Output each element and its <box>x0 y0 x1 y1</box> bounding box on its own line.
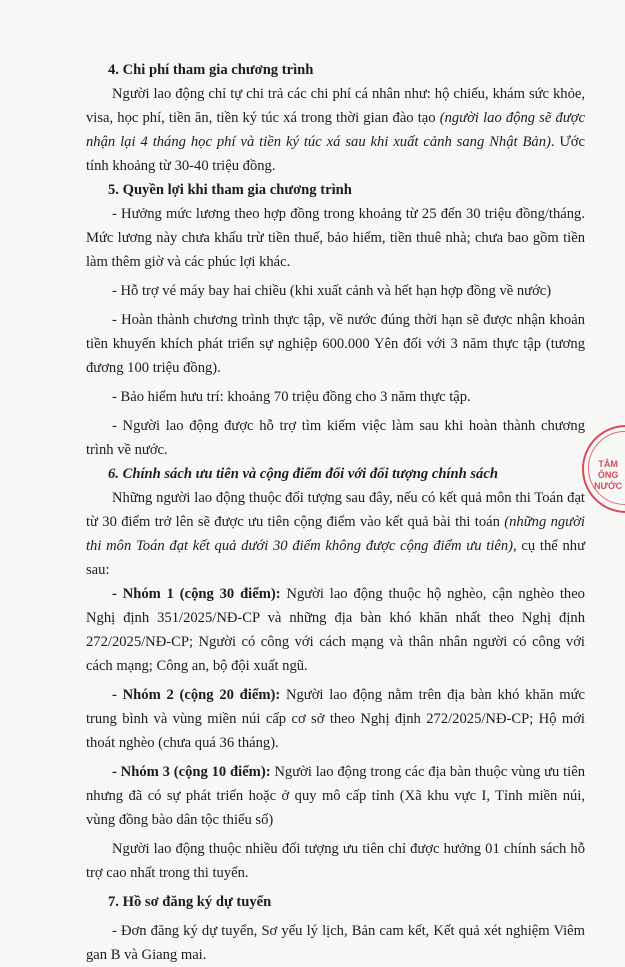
group-2-text: Người lao động nằm trên địa bàn khó khăn mức trung bình và vùng miền núi cấp cơ sở theo Nghị định 272/2025/NĐ-CP; Hộ mới thoát nghèo (chưa quá 36 tháng). <box>86 687 585 751</box>
section-5-item-3: - Hoàn thành chương trình thực tập, về nước đúng thời hạn sẽ được nhận khoản tiền khuyến khích phát triển sự nghiệp 600.000 Yên đối với 3 năm thực tập (tương đương 100 triệu đồng). <box>86 312 585 376</box>
section-6-group-1 <box>86 582 585 678</box>
section-5-item-4: - Bảo hiểm hưu trí: khoảng 70 triệu đồng cho 3 năm thực tập. <box>112 389 471 405</box>
section-5-item-2: - Hỗ trợ vé máy bay hai chiều (khi xuất cảnh và hết hạn hợp đồng về nước) <box>112 283 552 299</box>
section-4-body <box>86 82 585 178</box>
group-2-label: - Nhóm 2 (cộng 20 điểm): <box>112 687 281 703</box>
section-6-intro <box>86 486 585 582</box>
seal-text-line-3: NƯỚC <box>594 481 623 491</box>
section-6-intro-italic: (những người thi môn Toán đạt kết quả dưới 30 điểm không được cộng điểm ưu tiên) <box>86 514 585 554</box>
seal-text-line-2: ỐNG <box>597 470 619 480</box>
section-6-group-3 <box>86 760 585 832</box>
section-4-body-tail: . Ước tính khoảng từ 30-40 triệu đồng. <box>86 134 585 174</box>
group-1-label: - Nhóm 1 (cộng 30 điểm): <box>112 586 281 602</box>
section-7-title: 7. Hồ sơ đăng ký dự tuyển <box>108 894 272 910</box>
section-4-title: 4. Chi phí tham gia chương trình <box>108 62 314 78</box>
section-6-title: 6. Chính sách ưu tiên và cộng điểm đối với đối tượng chính sách <box>108 466 498 482</box>
section-5-item-5: - Người lao động được hỗ trợ tìm kiếm việc làm sau khi hoàn thành chương trình về nước. <box>86 418 585 458</box>
section-6-closing: Người lao động thuộc nhiều đối tượng ưu tiên chỉ được hưởng 01 chính sách hỗ trợ cao nhất trong thi tuyển. <box>86 841 585 881</box>
section-7-item-1: - Đơn đăng ký dự tuyển, Sơ yếu lý lịch, Bản cam kết, Kết quả xét nghiệm Viêm gan B và Giang mai. <box>86 923 585 963</box>
section-4-body-text: Người lao động chỉ tự chi trả các chi phí cá nhân như: hộ chiếu, khám sức khỏe, visa, học phí, tiền ăn, tiền ký túc xá trong thời gian đào tạo <box>86 86 585 126</box>
section-6-group-2 <box>86 683 585 755</box>
group-3-text: Người lao động trong các địa bàn thuộc vùng ưu tiên nhưng đã có sự phát triển hoặc ở quy mô cấp tỉnh (Xã khu vực I, Tỉnh miền núi, vùng đồng bào dân tộc thiểu số) <box>86 764 585 828</box>
seal-text-line-1: TÂM <box>598 459 618 469</box>
section-4-body-italic: (người lao động sẽ được nhận lại 4 tháng học phí và tiền ký túc xá sau khi xuất cảnh sang Nhật Bản) <box>86 110 585 150</box>
group-3-label: - Nhóm 3 (cộng 10 điểm): <box>112 764 271 780</box>
section-6-intro-text: Những người lao động thuộc đối tượng sau đây, nếu có kết quả môn thi Toán đạt từ 30 điểm trở lên sẽ được ưu tiên cộng điểm vào kết quả bài thi toán <box>86 490 585 530</box>
section-6-intro-tail: , cụ thể như sau: <box>86 538 585 578</box>
official-seal <box>582 425 625 517</box>
section-5-title: 5. Quyền lợi khi tham gia chương trình <box>108 182 352 198</box>
group-1-text: Người lao động thuộc hộ nghèo, cận nghèo theo Nghị định 351/2025/NĐ-CP và những địa bàn khó khăn nhất theo Nghị định 272/2025/NĐ-CP; Người có công với cách mạng và thân nhân người có công với cách mạng; Công an, bộ đội xuất ngũ. <box>86 586 585 674</box>
seal-text <box>594 459 622 492</box>
section-5-item-1: - Hưởng mức lương theo hợp đồng trong khoảng từ 25 đến 30 triệu đồng/tháng. Mức lương này chưa khấu trừ tiền thuế, bảo hiểm, tiền thuê nhà; chưa bao gồm tiền làm thêm giờ và các phúc lợi khác. <box>86 206 585 270</box>
